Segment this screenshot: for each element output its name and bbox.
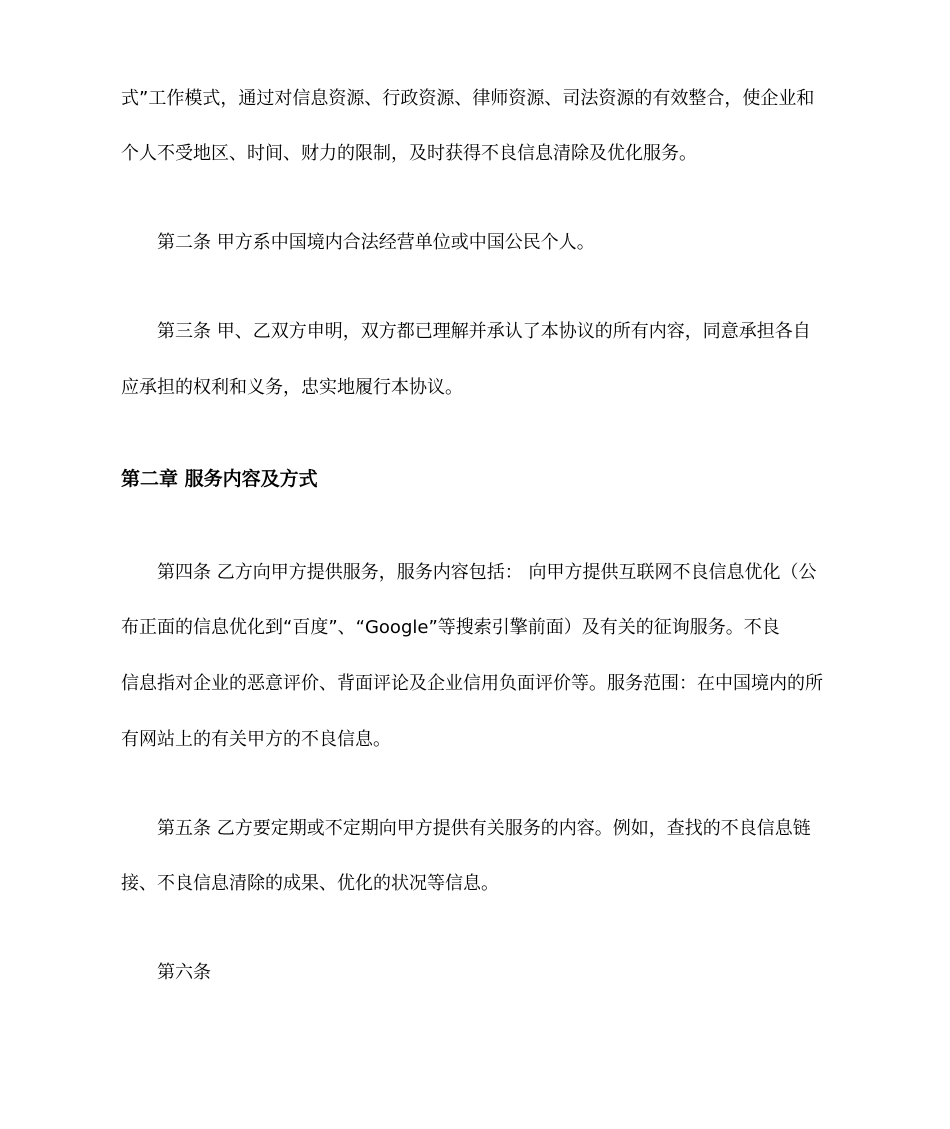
article-5-line-2: 接、不良信息清除的成果、优化的状况等信息。 — [121, 873, 499, 894]
article-4-line-2: 布正面的信息优化到“百度”、“Google”等搜索引擎前面）及有关的征询服务。不良 — [121, 617, 780, 638]
intro-paragraph-line-1: 式”工作模式，通过对信息资源、行政资源、律师资源、司法资源的有效整合，使企业和 — [121, 88, 815, 109]
article-4-line-4: 有网站上的有关甲方的不良信息。 — [121, 729, 391, 750]
intro-paragraph-line-2: 个人不受地区、时间、财力的限制，及时获得不良信息清除及优化服务。 — [121, 143, 697, 164]
article-5-line-1: 第五条 乙方要定期或不定期向甲方提供有关服务的内容。例如，查找的不良信息链 — [157, 818, 811, 839]
article-6: 第六条 — [157, 962, 211, 983]
article-3-line-2: 应承担的权利和义务，忠实地履行本协议。 — [121, 377, 463, 398]
article-2: 第二条 甲方系中国境内合法经营单位或中国公民个人。 — [157, 232, 595, 253]
article-4-line-3: 信息指对企业的恶意评价、背面评论及企业信用负面评价等。服务范围：在中国境内的所 — [121, 673, 823, 694]
article-3-line-1: 第三条 甲、乙双方申明，双方都已理解并承认了本协议的所有内容，同意承担各自 — [157, 321, 811, 342]
chapter-2-heading: 第二章 服务内容及方式 — [121, 468, 318, 490]
article-4-line-1: 第四条 乙方向甲方提供服务，服务内容包括： 向甲方提供互联网不良信息优化（公 — [157, 562, 817, 583]
